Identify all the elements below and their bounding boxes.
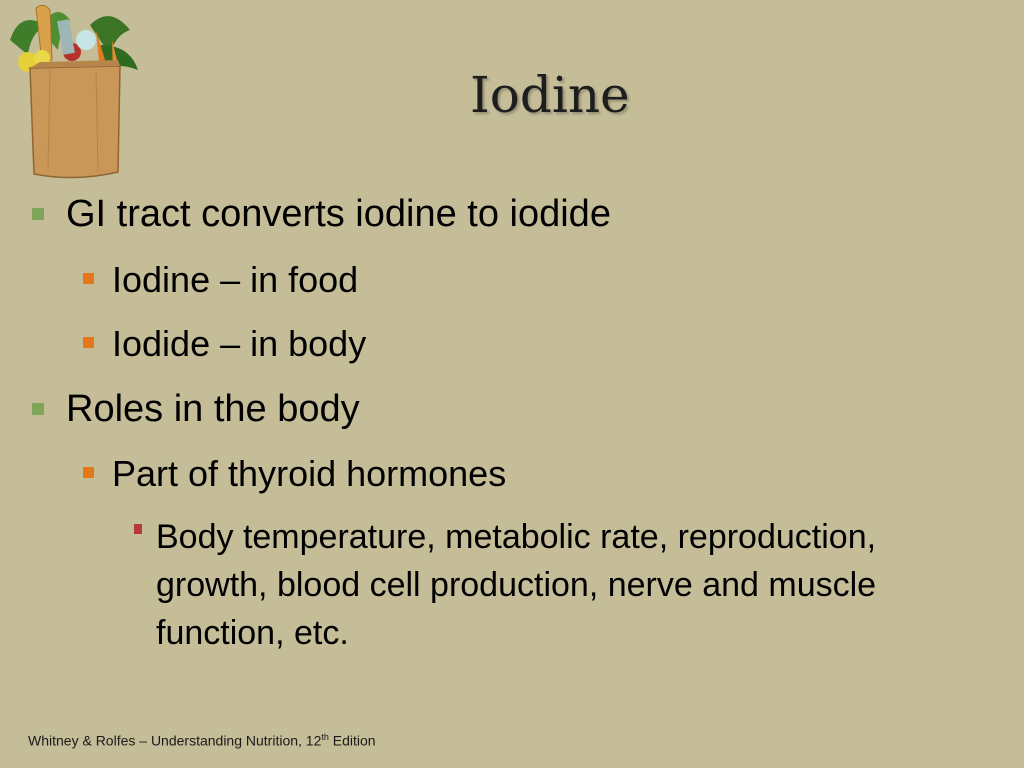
bullet-text: Iodide – in body [112, 323, 367, 364]
square-bullet-icon [134, 524, 142, 534]
square-bullet-icon [32, 208, 44, 220]
bullet-level3 [156, 513, 986, 657]
square-bullet-icon [83, 273, 94, 284]
footer-citation-suffix: Edition [328, 732, 376, 749]
square-bullet-icon [32, 403, 44, 415]
slide-title: Iodine [470, 66, 630, 124]
bullet-text: Roles in the body [66, 388, 360, 430]
bullet-text: Body temperature, metabolic rate, reproduction, growth, blood cell production, nerve and muscle function, etc. [156, 518, 877, 652]
bullet-level2 [112, 453, 506, 495]
square-bullet-icon [83, 337, 94, 348]
grocery-bag-icon [0, 0, 145, 185]
bullet-text: GI tract converts iodine to iodide [66, 193, 611, 235]
bullet-level2 [112, 323, 366, 365]
bullet-text: Iodine – in food [112, 259, 359, 300]
bullet-level1 [66, 388, 360, 431]
square-bullet-icon [83, 467, 94, 478]
bullet-level1 [66, 193, 611, 236]
bullet-text: Part of thyroid hormones [112, 453, 507, 494]
footer-superscript: th [321, 732, 329, 742]
footer-citation [28, 732, 376, 749]
footer-citation-prefix: Whitney & Rolfes – Understanding Nutrition, 12 [28, 732, 322, 749]
bullet-level2 [112, 259, 358, 301]
